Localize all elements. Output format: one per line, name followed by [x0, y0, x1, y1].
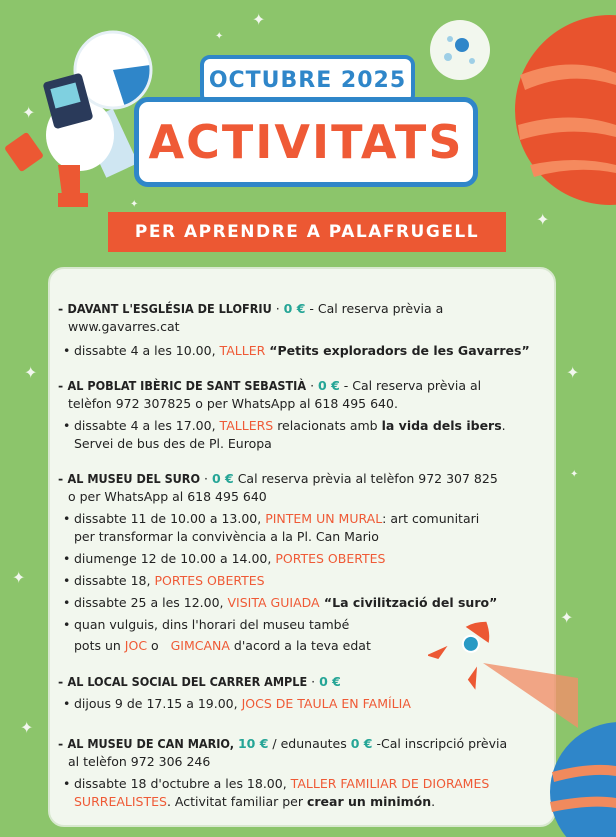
list-item: • dissabte 18, PORTES OBERTES: [58, 572, 548, 590]
venue-title: DAVANT L'ESGLÉSIA DE LLOFRIU: [67, 301, 272, 316]
price-label: 0 €: [319, 674, 341, 689]
list-item: • dijous 9 de 17.15 a 19.00, JOCS DE TAULA EN FAMÍLIA: [58, 695, 548, 713]
reservation-note: Cal reserva prèvia al: [348, 378, 482, 393]
section-sant-sebastia: - AL POBLAT IBÈRIC DE SANT SEBASTIÀ · 0 € - Cal reserva prèvia al telèfon 972 307825 o per WhatsApp al 618 495 640. • dissabte 4 a les 17.00, TALLERS relacionats amb la vida dels ibers. Servei de bus des de Pl. Europa: [58, 377, 548, 453]
price-label: 0 €: [211, 471, 234, 486]
subtitle-banner: PER APRENDRE A PALAFRUGELL: [108, 212, 506, 252]
section-museu-suro: - AL MUSEU DEL SURO · 0 € Cal reserva prèvia al telèfon 972 307 825 o per WhatsApp al 618 495 640 • dissabte 11 de 10.00 a 13.00, PINTEM UN MURAL: art comunitari per transformar la convivència a la Pl. Can Mario • diumenge 12 de 10.00 a 14.00, PORTES OBERTES • dissabte 18, PORTES OBERTES • dissabte 25 a les 12.00, VISITA GUIADA “La civilització del suro” • quan vulguis, dins l'horari del museu també pots un JOC o GIMCANA d'acord a la teva edat: [58, 470, 548, 655]
reservation-note: al telèfon 972 306 246: [68, 754, 211, 769]
price-label: 0 €: [318, 378, 340, 393]
reservation-note: o per WhatsApp al 618 495 640: [68, 489, 267, 504]
list-item: • diumenge 12 de 10.00 a 14.00, PORTES OBERTES: [58, 550, 548, 568]
venue-title: AL LOCAL SOCIAL DEL CARRER AMPLE: [67, 674, 308, 689]
star-icon: ✦: [566, 363, 580, 382]
star-icon: ✦: [24, 363, 38, 382]
moon-icon: [426, 15, 496, 85]
star-icon: ✦: [570, 469, 579, 480]
page-title: ACTIVITATS: [134, 97, 478, 187]
list-item: • dissabte 11 de 10.00 a 13.00, PINTEM UN MURAL: art comunitari per transformar la convivència a la Pl. Can Mario: [58, 510, 548, 546]
star-icon: ✦: [252, 10, 266, 29]
venue-title: AL MUSEU DE CAN MARIO,: [67, 736, 234, 751]
list-item: • dissabte 4 a les 17.00, TALLERS relacionats amb la vida dels ibers. Servei de bus des de Pl. Europa: [58, 417, 548, 453]
star-icon: ✦: [215, 31, 224, 42]
reservation-note: Cal reserva prèvia al telèfon 972 307 825: [233, 471, 498, 486]
star-icon: ✦: [12, 568, 26, 587]
section-local-social: - AL LOCAL SOCIAL DEL CARRER AMPLE · 0 € • dijous 9 de 17.15 a 19.00, JOCS DE TAULA EN FAMÍLIA: [58, 673, 548, 713]
star-icon: ✦: [130, 199, 139, 210]
reservation-link[interactable]: www.gavarres.cat: [68, 319, 180, 334]
list-item: • dissabte 25 a les 12.00, VISITA GUIADA “La civilització del suro”: [58, 594, 548, 612]
venue-title: AL MUSEU DEL SURO: [67, 471, 201, 486]
section-llofriu: - DAVANT L'ESGLÉSIA DE LLOFRIU · 0 € - Cal reserva prèvia a www.gavarres.cat • dissabte 4 a les 10.00, TALLER “Petits exploradors de les Gavarres”: [58, 300, 548, 360]
star-icon: ✦: [536, 210, 550, 229]
planet-icon: [540, 722, 616, 837]
price-label: 10 €: [237, 736, 269, 751]
reservation-note: -Cal inscripció prèvia: [372, 736, 508, 751]
list-item: • dissabte 4 a les 10.00, TALLER “Petits exploradors de les Gavarres”: [58, 342, 548, 360]
planet-icon: [500, 15, 616, 205]
star-icon: ✦: [560, 608, 574, 627]
reservation-note: telèfon 972 307825 o per WhatsApp al 618 495 640.: [68, 396, 398, 411]
reservation-note: Cal reserva prèvia a: [313, 301, 444, 316]
list-item: • dissabte 18 d'octubre a les 18.00, TALLER FAMILIAR DE DIORAMES SURREALISTES. Activitat familiar per crear un minimón.: [58, 775, 548, 811]
star-icon: ✦: [22, 103, 36, 122]
star-icon: ✦: [20, 718, 34, 737]
venue-title: AL POBLAT IBÈRIC DE SANT SEBASTIÀ: [67, 378, 307, 393]
list-item: • quan vulguis, dins l'horari del museu també pots un JOC o GIMCANA d'acord a la teva edat: [58, 616, 548, 655]
date-label: OCTUBRE 2025: [200, 55, 415, 105]
section-can-mario: - AL MUSEU DE CAN MARIO, 10 € / edunautes 0 € -Cal inscripció prèvia al telèfon 972 306 246 • dissabte 18 d'octubre a les 18.00, TALLER FAMILIAR DE DIORAMES SURREALISTES. Activitat familiar per crear un minimón.: [58, 735, 548, 811]
price-label: 0 €: [350, 736, 373, 751]
price-label: 0 €: [283, 301, 306, 316]
